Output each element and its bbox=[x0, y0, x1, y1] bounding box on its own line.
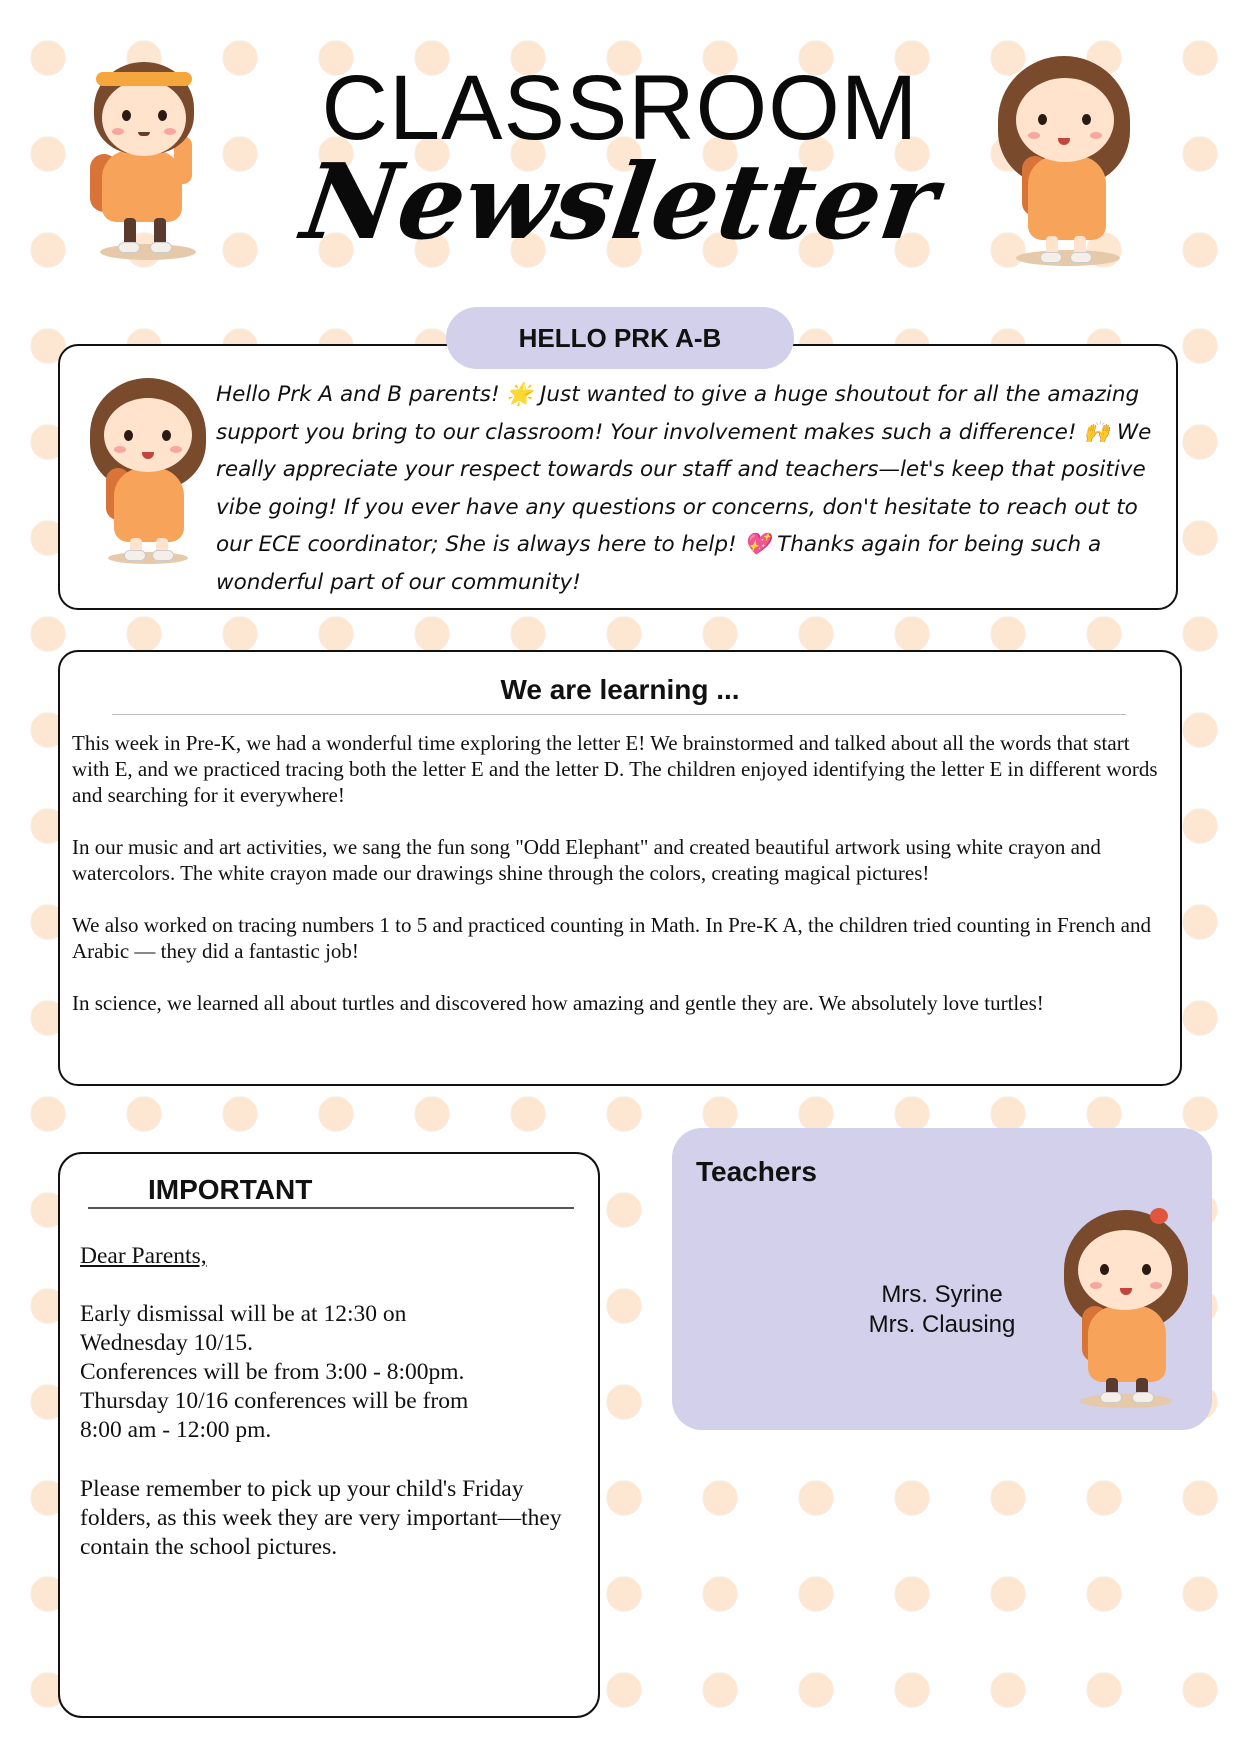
newsletter-title: CLASSROOM bbox=[321, 57, 919, 159]
learning-paragraph: In science, we learned all about turtles and discovered how amazing and gentle they are. We absolutely love turtles! bbox=[72, 991, 1044, 1015]
learning-body bbox=[72, 730, 1162, 1042]
learning-heading: We are learning ... bbox=[500, 674, 740, 705]
important-line: Thursday 10/16 conferences will be from bbox=[80, 1388, 469, 1414]
girl-illustration-teachers bbox=[1058, 1206, 1194, 1414]
hello-label: HELLO PRK A-B bbox=[446, 307, 794, 369]
boy-illustration bbox=[84, 58, 214, 268]
teachers-names bbox=[842, 1280, 1042, 1340]
learning-paragraph: In our music and art activities, we sang the fun song "Odd Elephant" and created beautiful artwork using white crayon and watercolors. The white crayon made our drawings shine through the colors, creating magical pictures! bbox=[72, 835, 1101, 885]
important-divider bbox=[88, 1207, 574, 1209]
learning-paragraph: We also worked on tracing numbers 1 to 5 and practiced counting in Math. In Pre-K A, the children tried counting in French and Arabic — they did a fantastic job! bbox=[72, 913, 1151, 963]
learning-divider bbox=[112, 714, 1126, 715]
teacher-name: Mrs. Syrine bbox=[881, 1281, 1003, 1308]
newsletter-subtitle: Newsletter bbox=[295, 140, 945, 263]
learning-paragraph: This week in Pre-K, we had a wonderful time exploring the letter E! We brainstormed and talked about all the words that start with E, and we practiced tracing both the letter E and the letter D. The children enjoyed identifying the letter E in different words and searching for it everywhere! bbox=[72, 731, 1158, 807]
teachers-heading: Teachers bbox=[696, 1156, 817, 1187]
important-line: Wednesday 10/15. bbox=[80, 1330, 254, 1356]
important-line: Conferences will be from 3:00 - 8:00pm. bbox=[80, 1359, 465, 1385]
important-heading: IMPORTANT bbox=[148, 1174, 313, 1205]
important-body bbox=[80, 1242, 590, 1562]
important-reminder: Please remember to pick up your child's Friday folders, as this week they are very important—they contain the school pictures. bbox=[80, 1476, 562, 1560]
hello-message: Hello Prk A and B parents! 🌟 Just wanted to give a huge shoutout for all the amazing support you bring to our classroom! Your involvement makes such a difference! 🙌 We really appreciate your respect towards our staff and teachers—let's keep that positive vibe going! If you ever have any questions or concerns, don't hesitate to reach out to our ECE coordinator; She is always here to help! 💖 Thanks again for being such a wonderful part of our community! bbox=[216, 382, 1152, 595]
important-line: Early dismissal will be at 12:30 on bbox=[80, 1301, 407, 1327]
teacher-name: Mrs. Clausing bbox=[868, 1311, 1016, 1338]
girl-illustration-hello bbox=[86, 376, 212, 572]
important-greeting: Dear Parents, bbox=[80, 1243, 207, 1269]
girl-illustration bbox=[994, 52, 1144, 274]
important-line: 8:00 am - 12:00 pm. bbox=[80, 1417, 272, 1443]
